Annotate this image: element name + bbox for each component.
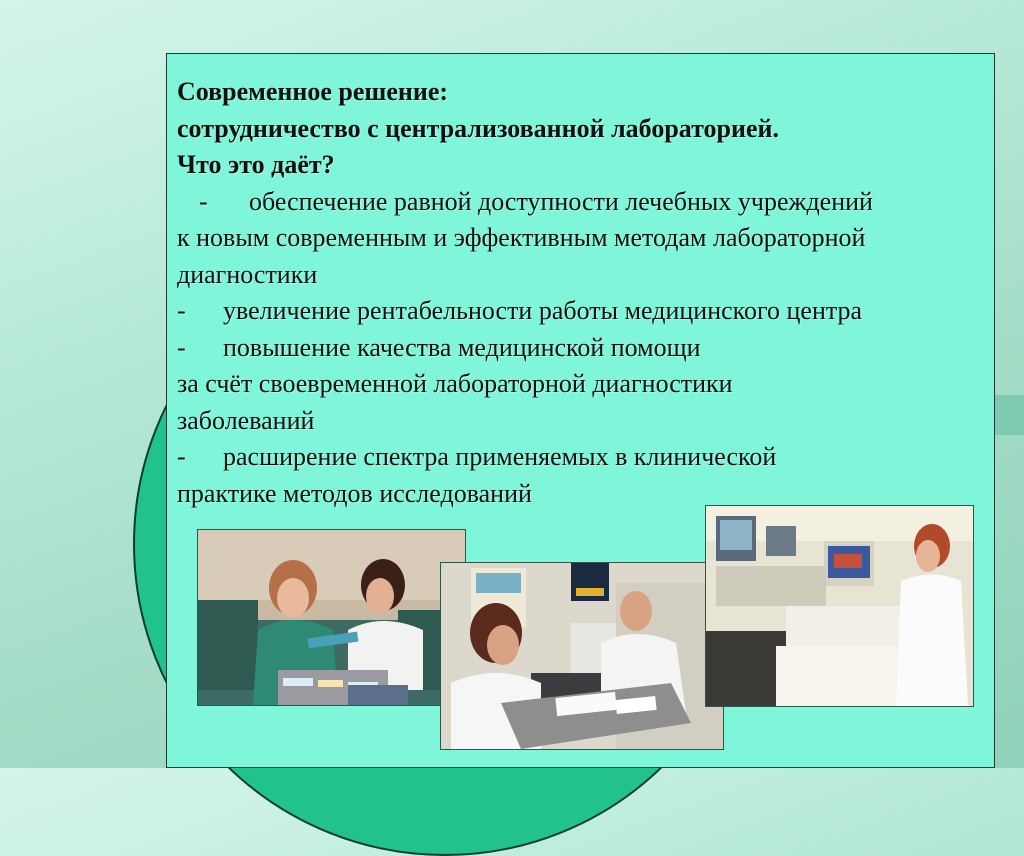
bullet-1-cont-2: диагностики bbox=[177, 259, 318, 289]
bullet-dash: - bbox=[177, 332, 186, 362]
bullet-4 bbox=[177, 439, 984, 476]
bullet-4-cont-1: практике методов исследований bbox=[177, 478, 532, 508]
heading-line-3: Что это даёт? bbox=[177, 150, 335, 179]
bullet-4-text: расширение спектра применяемых в клинической bbox=[223, 442, 777, 471]
bullet-2-text: увеличение рентабельности работы медицинского центра bbox=[223, 296, 863, 325]
bullet-1-cont-1: к новым современным и эффективным методам лабораторной bbox=[177, 223, 866, 252]
bullet-2 bbox=[177, 293, 984, 330]
bullet-dash: - bbox=[177, 296, 186, 325]
photo-consultation bbox=[197, 529, 466, 706]
heading-line-1: Современное решение: bbox=[177, 77, 449, 106]
bullet-3-cont-2: заболеваний bbox=[177, 405, 315, 435]
bullet-1-text: обеспечение равной доступности лечебных учреждений bbox=[249, 186, 873, 216]
photo-doctor-visit bbox=[440, 562, 724, 750]
bullet-1 bbox=[177, 184, 984, 221]
slide-text bbox=[177, 74, 984, 512]
heading-line-2: сотрудничество с централизованной лабораторией. bbox=[177, 113, 780, 143]
bullet-dash: - bbox=[199, 186, 208, 216]
bullet-dash: - bbox=[177, 442, 186, 471]
bullet-3 bbox=[177, 330, 984, 367]
bullet-3-cont-1: за счёт своевременной лабораторной диагностики bbox=[177, 369, 733, 398]
bullet-3-text: повышение качества медицинской помощи bbox=[223, 332, 701, 362]
photo-laboratory bbox=[705, 505, 974, 707]
